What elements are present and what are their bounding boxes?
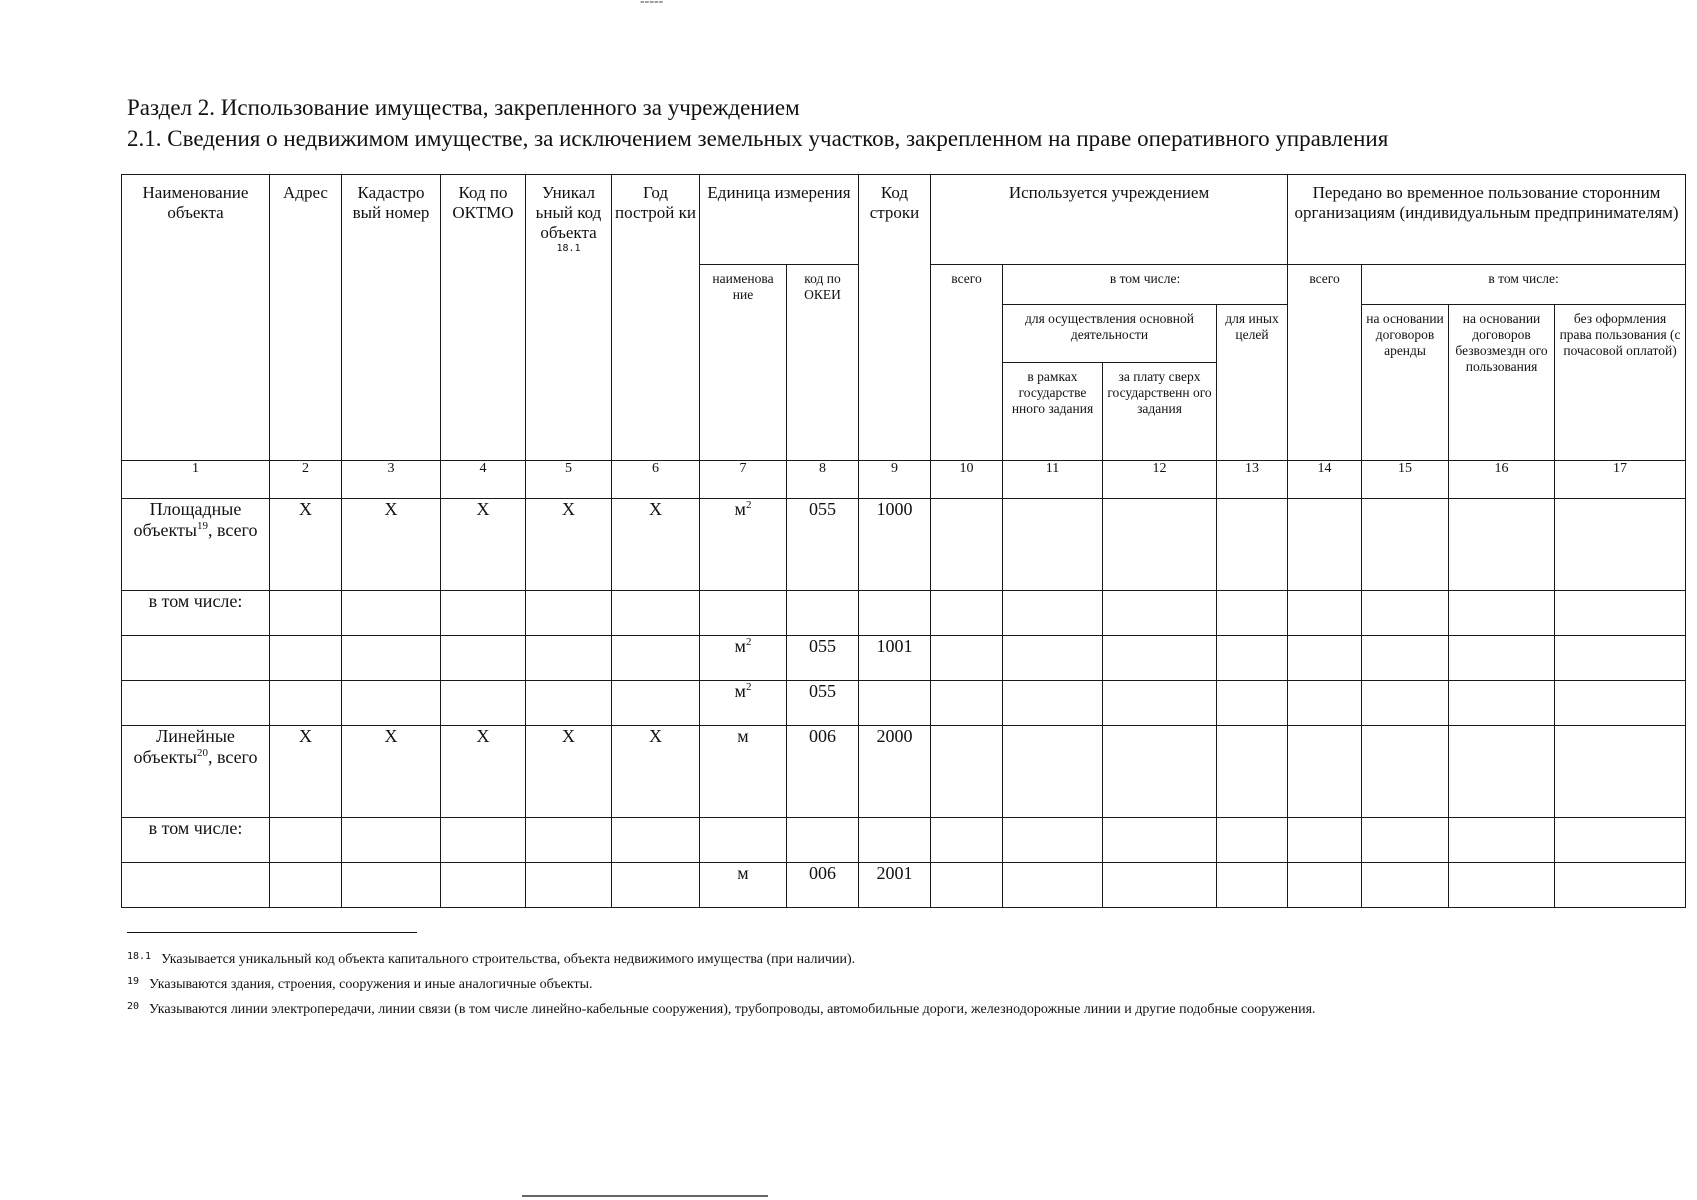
cell-value[interactable] <box>1217 726 1288 818</box>
row-name: в том числе: <box>122 591 270 636</box>
cell-value[interactable] <box>1288 863 1362 908</box>
column-number: 12 <box>1103 461 1217 499</box>
cell-value[interactable] <box>931 726 1003 818</box>
cell-row-code: 2001 <box>859 863 931 908</box>
cell-year[interactable] <box>612 863 700 908</box>
cell-value[interactable] <box>1555 499 1686 591</box>
unit-exponent: 2 <box>745 499 752 511</box>
cell-value[interactable] <box>1555 863 1686 908</box>
cell-cadastral[interactable] <box>342 636 441 681</box>
row-name-tail: , всего <box>207 520 258 541</box>
cell-value[interactable] <box>1103 863 1217 908</box>
cell-oktmo[interactable] <box>441 818 526 863</box>
cell-value[interactable] <box>1288 636 1362 681</box>
header-unique-code-label: Уникал ьный код объекта <box>535 183 602 243</box>
cell-value[interactable] <box>1217 863 1288 908</box>
unit-exponent: 2 <box>745 681 752 693</box>
cell-year[interactable]: X <box>612 499 700 591</box>
table-row-including <box>122 591 1686 636</box>
table-row-linear-2001 <box>122 863 1686 908</box>
header-transferred-total: всего <box>1288 265 1362 461</box>
row-name-tail: , всего <box>207 747 258 768</box>
footnote-ref: 19 <box>196 520 208 533</box>
column-number: 13 <box>1217 461 1288 499</box>
cell-value[interactable] <box>1003 636 1103 681</box>
cell-okei <box>787 591 859 636</box>
footnote-number: 20 <box>127 1001 140 1012</box>
header-unique-code-ref: 18.1 <box>556 243 581 255</box>
table-row-area-total <box>122 499 1686 591</box>
header-used: Используется учреждением <box>931 175 1288 265</box>
cell-oktmo[interactable] <box>441 591 526 636</box>
cell-value[interactable] <box>1103 636 1217 681</box>
header-unit-okei: код по ОКЕИ <box>787 265 859 461</box>
table-row-area-blank <box>122 681 1686 726</box>
header-no-right: без оформления права пользования (с почасовой оплатой) <box>1555 305 1686 461</box>
column-number: 9 <box>859 461 931 499</box>
unit-text: м <box>734 499 746 519</box>
cell-row-code <box>859 681 931 726</box>
footnote-separator <box>127 932 417 933</box>
cell-row-code: 1001 <box>859 636 931 681</box>
cell-value[interactable] <box>1555 681 1686 726</box>
cell-unique-code[interactable]: X <box>526 499 612 591</box>
page-top-artifact: ----- <box>640 0 664 9</box>
header-paid: за плату сверх государственн ого задания <box>1103 363 1217 461</box>
header-unique-code <box>526 175 612 461</box>
cell-value[interactable] <box>1362 591 1449 636</box>
cell-unit <box>700 681 787 726</box>
bottom-scan-artifact <box>522 1195 768 1197</box>
cell-address[interactable] <box>270 636 342 681</box>
cell-unique-code[interactable] <box>526 863 612 908</box>
cell-cadastral[interactable] <box>342 681 441 726</box>
cell-unit: м <box>700 726 787 818</box>
cell-oktmo[interactable] <box>441 681 526 726</box>
row-name[interactable] <box>122 636 270 681</box>
cell-value[interactable] <box>1217 818 1288 863</box>
cell-address[interactable] <box>270 591 342 636</box>
header-other-purposes: для иных целей <box>1217 305 1288 461</box>
cell-value[interactable] <box>1288 681 1362 726</box>
unit-exponent: 2 <box>745 636 752 648</box>
unit-text: м <box>734 681 746 701</box>
column-number: 2 <box>270 461 342 499</box>
cell-cadastral[interactable] <box>342 591 441 636</box>
column-number: 10 <box>931 461 1003 499</box>
cell-value[interactable] <box>1362 681 1449 726</box>
cell-okei: 006 <box>787 726 859 818</box>
cell-oktmo[interactable] <box>441 636 526 681</box>
cell-value[interactable] <box>1449 818 1555 863</box>
cell-row-code: 1000 <box>859 499 931 591</box>
cell-year[interactable] <box>612 636 700 681</box>
cell-value[interactable] <box>1217 636 1288 681</box>
section-title: Раздел 2. Использование имущества, закрепленного за учреждением <box>127 95 800 120</box>
cell-value[interactable] <box>1449 636 1555 681</box>
cell-unit <box>700 499 787 591</box>
cell-value[interactable] <box>1362 863 1449 908</box>
header-transferred-incl: в том числе: <box>1362 265 1686 305</box>
cell-oktmo[interactable] <box>441 863 526 908</box>
cell-value[interactable] <box>1003 499 1103 591</box>
cell-value[interactable] <box>931 818 1003 863</box>
column-number: 4 <box>441 461 526 499</box>
cell-address[interactable] <box>270 681 342 726</box>
cell-cadastral[interactable] <box>342 863 441 908</box>
title-block <box>127 92 1388 154</box>
header-oktmo: Код по ОКТМО <box>441 175 526 461</box>
cell-value[interactable] <box>1288 818 1362 863</box>
cell-value[interactable] <box>931 636 1003 681</box>
cell-value[interactable] <box>1449 499 1555 591</box>
row-name[interactable] <box>122 863 270 908</box>
property-table <box>121 174 1686 908</box>
row-name[interactable] <box>122 681 270 726</box>
table-row-linear-total <box>122 726 1686 818</box>
cell-value[interactable] <box>1103 726 1217 818</box>
cell-address[interactable] <box>270 863 342 908</box>
cell-value[interactable] <box>1555 636 1686 681</box>
cell-cadastral[interactable]: X <box>342 499 441 591</box>
cell-value[interactable] <box>1449 681 1555 726</box>
cell-row-code <box>859 818 931 863</box>
cell-row-code <box>859 591 931 636</box>
cell-value[interactable] <box>1003 591 1103 636</box>
footnote <box>127 946 1667 971</box>
cell-unit <box>700 591 787 636</box>
cell-value[interactable] <box>1217 499 1288 591</box>
cell-value[interactable] <box>1449 726 1555 818</box>
cell-cadastral[interactable] <box>342 818 441 863</box>
cell-value[interactable] <box>931 591 1003 636</box>
column-number: 1 <box>122 461 270 499</box>
cell-okei <box>787 818 859 863</box>
cell-oktmo[interactable]: X <box>441 499 526 591</box>
cell-address[interactable]: X <box>270 499 342 591</box>
cell-year[interactable]: X <box>612 726 700 818</box>
footnote <box>127 971 1667 996</box>
cell-unit: м <box>700 863 787 908</box>
cell-value[interactable] <box>1362 499 1449 591</box>
row-name <box>122 726 270 818</box>
cell-value[interactable] <box>1103 591 1217 636</box>
cell-unique-code[interactable]: X <box>526 726 612 818</box>
cell-year[interactable] <box>612 818 700 863</box>
cell-value[interactable] <box>1449 863 1555 908</box>
header-row-code: Код строки <box>859 175 931 461</box>
cell-value[interactable] <box>1003 681 1103 726</box>
column-number: 16 <box>1449 461 1555 499</box>
header-cadastral: Кадастро вый номер <box>342 175 441 461</box>
column-number: 6 <box>612 461 700 499</box>
header-main-activity: для осуществления основной деятельности <box>1003 305 1217 363</box>
footnote-text: Указывается уникальный код объекта капитального строительства, объекта недвижимого имущества (при наличии). <box>161 952 856 967</box>
cell-value[interactable] <box>1362 726 1449 818</box>
header-unit-name: наименова ние <box>700 265 787 461</box>
cell-okei: 055 <box>787 681 859 726</box>
cell-cadastral[interactable]: X <box>342 726 441 818</box>
cell-address[interactable]: X <box>270 726 342 818</box>
cell-value[interactable] <box>1003 863 1103 908</box>
cell-unique-code[interactable] <box>526 591 612 636</box>
cell-value[interactable] <box>1555 591 1686 636</box>
row-name-text: Площадные объекты <box>133 499 242 541</box>
column-number: 15 <box>1362 461 1449 499</box>
cell-value[interactable] <box>1555 818 1686 863</box>
header-address: Адрес <box>270 175 342 461</box>
cell-unique-code[interactable] <box>526 636 612 681</box>
footnote-ref: 20 <box>196 747 208 760</box>
footnote <box>127 996 1667 1021</box>
cell-value[interactable] <box>1362 636 1449 681</box>
header-used-total: всего <box>931 265 1003 461</box>
cell-value[interactable] <box>1288 591 1362 636</box>
row-name-text: Линейные объекты <box>133 726 235 768</box>
column-number: 3 <box>342 461 441 499</box>
footnotes <box>127 946 1667 1021</box>
cell-unit <box>700 636 787 681</box>
header-free-use: на основании договоров безвозмездн ого пользования <box>1449 305 1555 461</box>
table-row-area-1001 <box>122 636 1686 681</box>
cell-unique-code[interactable] <box>526 818 612 863</box>
row-name: в том числе: <box>122 818 270 863</box>
cell-value[interactable] <box>931 863 1003 908</box>
footnote-text: Указываются здания, строения, сооружения и иные аналогичные объекты. <box>149 977 593 992</box>
cell-okei: 055 <box>787 636 859 681</box>
cell-year[interactable] <box>612 591 700 636</box>
cell-value[interactable] <box>1555 726 1686 818</box>
footnote-text: Указываются линии электропередачи, линии связи (в том числе линейно-кабельные сооружения), трубопроводы, автомобильные дороги, железнодорожные линии и другие подобные сооружения. <box>149 1002 1316 1017</box>
cell-value[interactable] <box>1003 818 1103 863</box>
header-transferred: Передано во временное пользование сторонним организациям (индивидуальным предпринимателям) <box>1288 175 1686 265</box>
header-unit: Единица измерения <box>700 175 859 265</box>
cell-row-code: 2000 <box>859 726 931 818</box>
cell-address[interactable] <box>270 818 342 863</box>
cell-value[interactable] <box>1362 818 1449 863</box>
cell-value[interactable] <box>1449 591 1555 636</box>
header-used-incl: в том числе: <box>1003 265 1288 305</box>
cell-value[interactable] <box>1288 726 1362 818</box>
cell-okei: 006 <box>787 863 859 908</box>
header-lease: на основании договоров аренды <box>1362 305 1449 461</box>
cell-value[interactable] <box>1103 681 1217 726</box>
column-number: 8 <box>787 461 859 499</box>
cell-oktmo[interactable]: X <box>441 726 526 818</box>
cell-value[interactable] <box>1003 726 1103 818</box>
column-numbers-row <box>122 461 1686 499</box>
cell-value[interactable] <box>1103 499 1217 591</box>
header-state-task: в рамках государстве нного задания <box>1003 363 1103 461</box>
cell-value[interactable] <box>1103 818 1217 863</box>
cell-value[interactable] <box>1288 499 1362 591</box>
cell-value[interactable] <box>1217 591 1288 636</box>
row-name <box>122 499 270 591</box>
subsection-title: 2.1. Сведения о недвижимом имуществе, за исключением земельных участков, закрепленном на праве оперативного управления <box>127 126 1389 151</box>
header-year: Год построй ки <box>612 175 700 461</box>
unit-text: м <box>734 636 746 656</box>
header-name: Наименование объекта <box>122 175 270 461</box>
column-number: 11 <box>1003 461 1103 499</box>
cell-value[interactable] <box>931 499 1003 591</box>
column-number: 7 <box>700 461 787 499</box>
column-number: 17 <box>1555 461 1686 499</box>
table-row-including <box>122 818 1686 863</box>
footnote-number: 18.1 <box>127 951 152 962</box>
footnote-number: 19 <box>127 976 140 987</box>
cell-okei: 055 <box>787 499 859 591</box>
cell-year[interactable] <box>612 681 700 726</box>
cell-unique-code[interactable] <box>526 681 612 726</box>
cell-unit <box>700 818 787 863</box>
cell-value[interactable] <box>931 681 1003 726</box>
column-number: 14 <box>1288 461 1362 499</box>
cell-value[interactable] <box>1217 681 1288 726</box>
column-number: 5 <box>526 461 612 499</box>
